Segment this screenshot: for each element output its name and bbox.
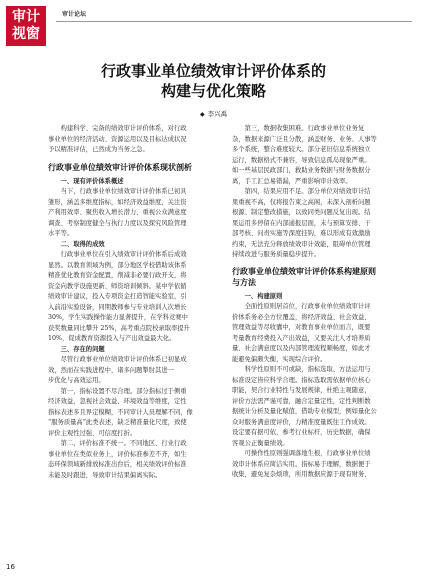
text-line: 调查、考察制度健全与执行力度以及探究风险管理 <box>48 219 187 227</box>
text-line: 职能，契合行业特性与发展规律，杜绝主观随意， <box>232 387 371 394</box>
text-line: 约束，无法充分释放绩效审计效能，阻碍单位管理 <box>232 240 371 248</box>
text-line: 根源、制定整改措施，以致同类问题反复出现。结 <box>232 209 371 216</box>
text-line: 标准设定皆应科学合理。指标选取需依据单位核心 <box>232 376 371 384</box>
text-line: 当下，行政事业单位绩效审计评价体系已初具 <box>60 188 187 195</box>
section-heading-principles <box>232 266 399 288</box>
text-line: 获奖数量同比攀升 25%，高考重点院校录取率提升 <box>48 324 190 332</box>
author-line <box>0 109 427 118</box>
text-line: 评价主观性过强、可信度打折。 <box>48 429 137 437</box>
text-line: 30%，学生实践操作能力显著提升，在学科竞赛中 <box>48 314 188 321</box>
text-line: 第三，数据收集困难。行政事业单位业务复 <box>244 125 365 132</box>
subheading-principles: 一、构建原则 <box>244 292 283 300</box>
text-line: 产利用效率、聚焦收入增长潜力、重视公众满意度 <box>48 209 187 216</box>
brand-line-1: 审计 <box>12 9 40 25</box>
text-line: 事业单位在类似业务上，评价标准参差不齐，如生 <box>48 450 187 458</box>
text-line: 第一，指标设置不尽合理。部分指标过于侧重 <box>60 387 187 395</box>
text-line: 设定要有据可依，参考行业标杆，历史数据，确保 <box>232 429 371 436</box>
text-line: 雏形，涵盖多维度指标，如经济效益维度，关注资 <box>48 198 187 206</box>
text-line: 价体系务必全方位覆盖，将经济效益、社会效益、 <box>232 313 371 321</box>
text-line: 入前沿实验设备，同期教师参与专业培训人次增长 <box>48 303 187 311</box>
left-column <box>48 124 215 481</box>
section-heading-line-1: 行政事业单位绩效审计评价体系构建原则 <box>232 265 376 276</box>
brand-line-2: 视窗 <box>12 26 40 42</box>
text-line: 第四，结果应用不足。部分单位对绩效审计结 <box>244 188 371 195</box>
text-line: 未能及时跟进，导致审计结果偏离实际。 <box>48 471 162 479</box>
text-line: 评价方法需严谨可靠，融合定量定性，定性判断数 <box>232 397 371 405</box>
column-name: 审计论坛 <box>62 11 87 18</box>
text-line: 持续改进与服务质量稳步提升。 <box>232 251 321 258</box>
subheading-overview: 一、现有评价体系概述 <box>60 177 124 185</box>
text-line: 行政事业单位在引入绩效审计评价体系后成效 <box>60 251 187 258</box>
text-line: 能避免偏颇失衡，实现综合评价。 <box>232 355 327 363</box>
text-line: 经济效益，忽视社会效益、环境效益等维度，定性 <box>48 398 187 405</box>
text-line: “服务质量高”此类表述，缺乏精准量化尺度，致使 <box>48 419 187 426</box>
text-line: 客观公正衡量绩效。 <box>232 439 289 447</box>
text-line: 量、社会满意度以及内部管理流程顺畅度，如此才 <box>232 345 371 352</box>
text-line: 效，然而在实践进程中，诸多问题掣肘其进一 <box>48 366 174 374</box>
diamond-icon: ◆ <box>199 111 205 118</box>
text-line: 显然。以教育领域为例，部分地区学校借助该体系 <box>48 261 187 269</box>
text-line: 果运用多停留在内部通报层面，未与预算安排、干 <box>232 219 371 227</box>
text-line: 效审计体系应简洁实用。指标易于理解，数据便于 <box>232 460 371 468</box>
text-line: 如一些基层民政部门，救助业务数据与财务数据分 <box>232 167 371 174</box>
text-line: 指标表述多且界定模糊，不同审计人员理解不同，像 <box>48 408 193 416</box>
header-divider <box>56 21 412 22</box>
text-line: 10%，促成教育资源投入与产出效益最大化。 <box>48 335 176 342</box>
text-line: 态环保领域新排放标准出台后，相关绩效评价标准 <box>48 461 187 468</box>
text-line: 科学性原则不可或缺，指标选取、方法运用与 <box>244 366 371 373</box>
text-line: 管理效益等尽收囊中，对教育事业单位而言，既要 <box>232 324 371 331</box>
text-line: 事业单位的经济活动、资源运用以及目标达成状况 <box>48 135 187 143</box>
text-line: 可操作性原则强调落地生根，行政事业单位绩 <box>244 450 371 457</box>
subheading-problems: 三、存在的问题 <box>60 345 105 353</box>
section-heading-line-2: 与方法 <box>232 276 256 287</box>
text-line: 运行，数据格式不兼容，导致信息孤岛现象严重。 <box>232 156 371 164</box>
section-heading-status: 行政事业单位绩效审计评价体系现状剖析 <box>48 161 192 172</box>
text-line: 众对服务满意度评价，力精准度量既往工作成效。 <box>232 418 371 426</box>
article-title-line-1: 行政事业单位绩效审计评价体系的 <box>100 62 326 80</box>
column-brand-badge <box>6 6 46 46</box>
text-line: 绩效审计建议，投入专项资金打造智能实验室，引 <box>48 293 187 300</box>
text-line: 收集，避免复杂烦琐，所用数据应源于现有财务、 <box>232 471 371 478</box>
right-column <box>232 124 399 481</box>
subheading-achievements: 二、取得的成效 <box>60 240 105 248</box>
text-line: 全面性原则居首位，行政事业单位绩效审计评 <box>244 303 371 310</box>
text-line: 构建科学、完备的绩效审计评价体系，对行政 <box>60 125 187 132</box>
page-number: 16 <box>6 563 15 571</box>
text-line: 水平等。 <box>48 230 74 237</box>
text-line: 杂，数据来源广泛且分散，涵盖财务、业务、人事等 <box>232 135 377 143</box>
text-line: 步优化与高效运用。 <box>48 377 105 384</box>
text-line: 据统计分析及量化赋值，借助专业模型，例如量化公 <box>232 408 377 415</box>
text-line: 资金向教学设施更新、师资培训倾斜。某中学依循 <box>48 282 187 290</box>
text-line: 予以精准评估，已然成为当务之急。 <box>48 146 149 153</box>
text-line: 果重视不高，仅将报告束之高阁，未深入剖析问题 <box>232 198 371 206</box>
article-title-line-2: 构建与优化策略 <box>160 82 266 100</box>
text-line: 多个系统，整合难度较大。部分老旧信息系统独立 <box>232 146 371 153</box>
text-line: 精准优化教育资金配置，削减非必要行政开支，将 <box>48 272 187 279</box>
text-line: 尽管行政事业单位绩效审计评价体系已初显成 <box>60 356 187 363</box>
text-line: 第二，评价标准不统一。不同地区、行业行政 <box>60 440 187 447</box>
text-line: 部考核、问责实施等深度挂钩，难以形成有效激励 <box>232 230 371 237</box>
author-name: 李兴禹 <box>207 110 228 118</box>
text-line: 离，手工汇总易错漏，严重影响审计效率。 <box>232 177 352 185</box>
text-line: 考量教育经费投入产出效益，又要关注人才培养质 <box>232 334 371 342</box>
intro-paragraph <box>48 124 215 156</box>
